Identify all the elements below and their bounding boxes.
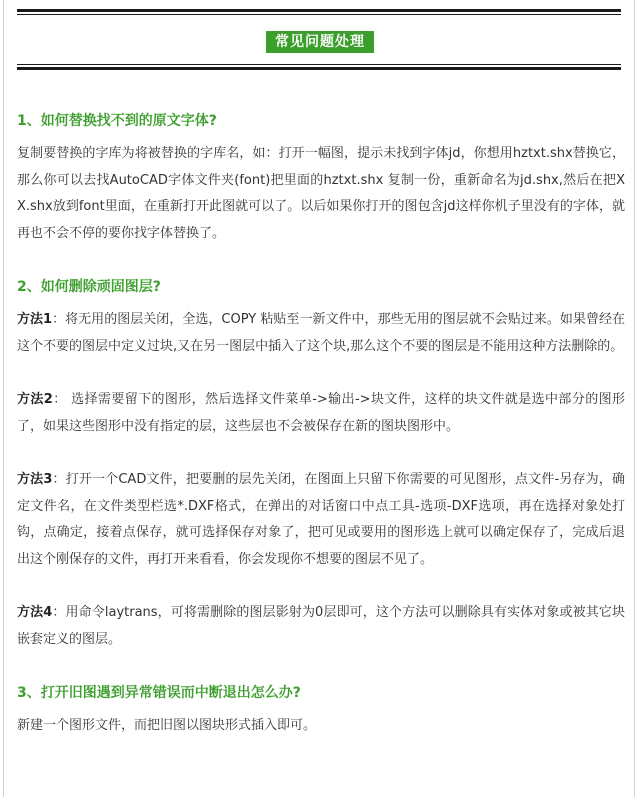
method-1-text: ：将无用的图层关闭，全选，COPY 粘贴至一新文件中，那些无用的图层就不会贴过来。如果曾经在这个不要的图层中定义过块,又在另一图层中插入了这个块,那么这个不要的图层是不能用这种方法删除的。 [17, 312, 626, 354]
top-rule-thick [17, 9, 621, 12]
method-2-label: 方法2 [17, 392, 53, 407]
faq-answer-3: 新建一个图形文件，而把旧图以图块形式插入即可。 [17, 718, 317, 733]
faq-answer-1: 复制要替换的字库为将被替换的字库名，如：打开一幅图，提示未找到字体jd，你想用hztxt.shx替换它，那么你可以去找AutoCAD字体文件夹(font)把里面的hztxt.shx 复制一份，重新命名为jd.shx,然后在把XX.shx放到font里面，在重新打开此图就可以了。以后如果你打开的图包含jd这样你机子里没有的字体，就再也不会不停的要你找字体替换了。 [17, 146, 625, 241]
method-4-paragraph [17, 600, 625, 653]
method-2-paragraph [17, 387, 625, 440]
top-rule-thin [17, 14, 621, 15]
method-3-paragraph [17, 467, 625, 573]
bottom-rule-thin [17, 64, 621, 65]
section-title-badge: 常见问题处理 [266, 31, 374, 53]
method-3-text: ：打开一个CAD文件，把要删的层先关闭，在图面上只留下你需要的可见图形，点文件-另存为，确定文件名，在文件类型栏选*.DXF格式，在弹出的对话窗口中点工具-选项-DXF选项，再在选择对象处打钩，点确定，接着点保存，就可选择保存对象了，把可见或要用的图形选上就可以确定保存了，完成后退出这个刚保存的文件，再打开来看看，你会发现你不想要的图层不见了。 [17, 472, 625, 567]
article-content [17, 108, 625, 740]
method-3-label: 方法3 [17, 472, 53, 487]
method-1-label: 方法1 [17, 312, 53, 327]
method-1-paragraph [17, 307, 625, 360]
method-4-label: 方法4 [17, 605, 53, 620]
method-4-text: ：用命令laytrans，可将需删除的图层影射为0层即可，这个方法可以删除具有实体对象或被其它块嵌套定义的图层。 [17, 605, 625, 647]
bottom-rule-thick [17, 67, 621, 70]
faq-heading-2: 2、如何删除顽固图层? [17, 279, 161, 295]
faq-heading-1: 1、如何替换找不到的原文字体? [17, 113, 217, 129]
faq-section-1 [17, 108, 625, 247]
method-2-text: ： 选择需要留下的图形，然后选择文件菜单->输出->块文件，这样的块文件就是选中部分的图形了，如果这些图形中没有指定的层，这些层也不会被保存在新的图块图形中。 [17, 392, 626, 434]
faq-heading-3: 3、打开旧图遇到异常错误而中断退出怎么办? [17, 685, 301, 701]
faq-section-2 [17, 274, 625, 653]
faq-section-3 [17, 680, 625, 740]
